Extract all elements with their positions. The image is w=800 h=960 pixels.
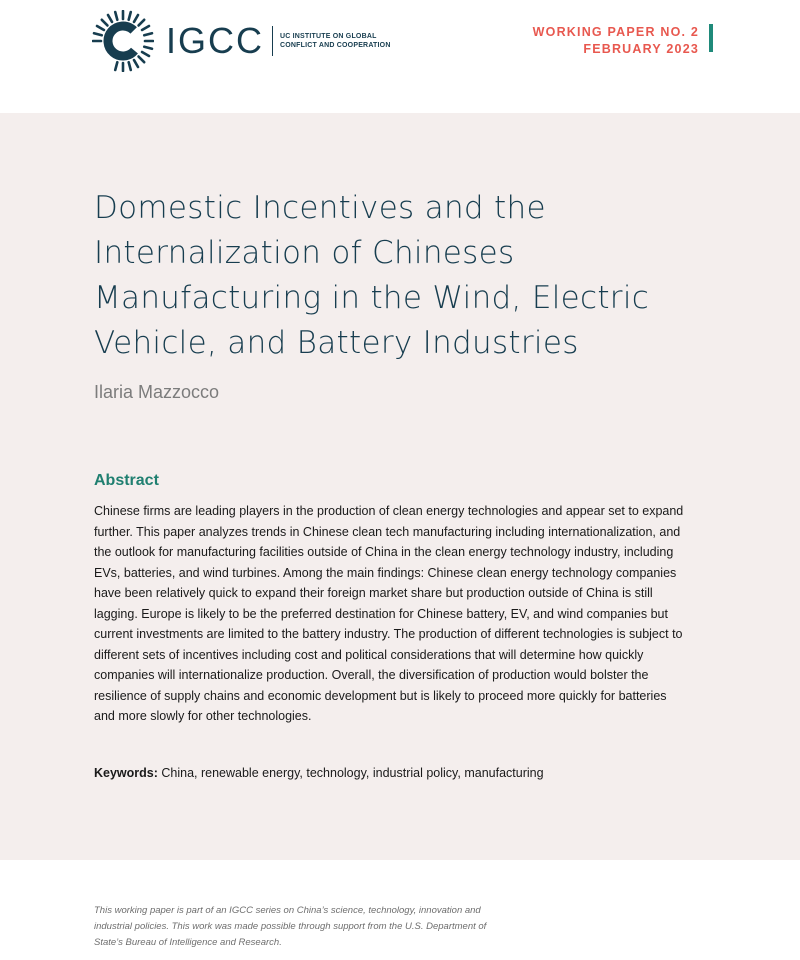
logo-ray <box>102 20 108 26</box>
abstract-heading: Abstract <box>94 472 159 489</box>
working-paper-number: WORKING PAPER NO. 2 <box>532 25 699 39</box>
logo-ray <box>134 15 138 22</box>
logo-subtitle <box>280 32 391 50</box>
working-paper-date: FEBRUARY 2023 <box>583 42 699 56</box>
logo-ray <box>139 20 145 26</box>
logo-divider <box>272 26 273 56</box>
logo-ray <box>129 62 131 70</box>
working-paper-info <box>533 24 699 58</box>
logo-ray <box>139 57 145 63</box>
logo-ray <box>142 52 149 56</box>
logo-ray <box>129 12 131 20</box>
logo-ray <box>108 15 112 22</box>
funding-footnote: This working paper is part of an IGCC series on China’s science, technology, innovation and industrial policies. This work was made possible through support from the U.S. Department of State’s Bureau of Intelligence and Research. <box>94 905 487 948</box>
keywords <box>94 763 694 783</box>
logo-ray <box>144 33 152 35</box>
logo-ray <box>94 33 102 35</box>
logo-subtitle-line1: UC INSTITUTE ON GLOBAL <box>280 33 377 40</box>
paper-title: Domestic Incentives and the Internalization of Chineses Manufacturing in the Wind, Electric Vehicle, and Battery Industries <box>94 190 650 361</box>
keywords-label: Keywords: <box>94 766 158 780</box>
page-header <box>0 0 800 113</box>
logo-ray <box>115 12 117 20</box>
paper-author: Ilaria Mazzocco <box>94 382 220 402</box>
keywords-list: China, renewable energy, technology, industrial policy, manufacturing <box>157 766 544 780</box>
logo-wordmark: IGCC <box>166 20 264 61</box>
logo-ray <box>142 26 149 30</box>
igcc-logo[interactable] <box>92 10 391 72</box>
logo-ray <box>115 62 117 70</box>
logo-ray <box>134 60 138 67</box>
logo-subtitle-line2: CONFLICT AND COOPERATION <box>280 42 391 49</box>
abstract-text: Chinese firms are leading players in the production of clean energy technologies and appear set to expand further. This paper analyzes trends in Chinese clean tech manufacturing including internationalization, and the outlook for manufacturing facilities outside of China in the clean energy technology industry, including EVs, batteries, and wind turbines. Among the main findings: Chinese clean energy technology companies have been relatively quick to expand their foreign market share but production outside of China is still lagging. Europe is likely to be the preferred destination for Chinese battery, EV, and wind companies but current investments are limited to the battery industry. The production of different technologies is subject to different sets of incentives including cost and political considerations that will determine how quickly companies will internationalize production. Overall, the diversification of production would bolster the resilience of supply chains and economic development but is likely to proceed more quickly for batteries and more slowly for other technologies. <box>94 504 684 723</box>
logo-ray <box>144 47 152 49</box>
logo-ray <box>97 26 104 30</box>
igcc-sunburst-logo-icon <box>92 10 154 72</box>
accent-bar <box>709 24 713 52</box>
